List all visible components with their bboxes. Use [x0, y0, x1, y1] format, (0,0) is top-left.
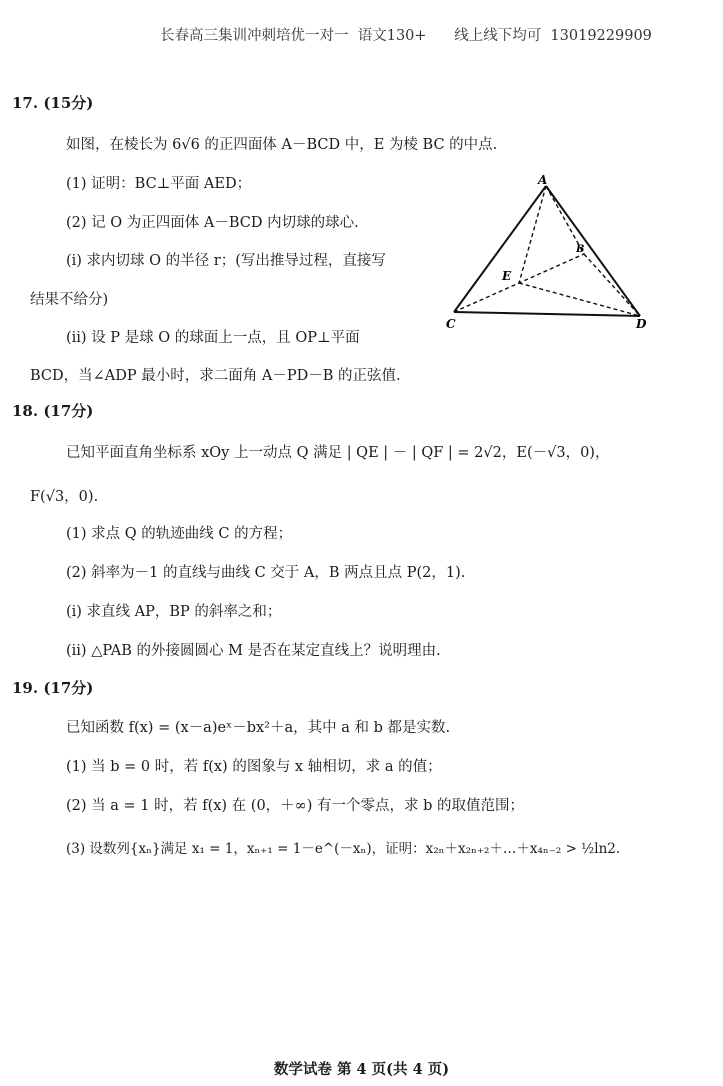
header-left: 长春高三集训冲刺培优一对一 语文130+: [160, 28, 427, 44]
q19-line-1: 已知函数 f(x) = (x－a)eˣ－bx²＋a，其中 a 和 b 都是实数.: [66, 720, 451, 736]
q18-heading: 18. (17分): [12, 402, 94, 420]
label-d: D: [636, 317, 647, 331]
q19-line-2: (1) 当 b = 0 时，若 f(x) 的图象与 x 轴相切，求 a 的值；: [66, 759, 442, 775]
q17-heading: 17. (15分): [12, 94, 94, 112]
label-e: E: [502, 269, 512, 283]
q17-line-2: (1) 证明：BC⊥平面 AED；: [66, 176, 252, 192]
edge-bd: [584, 254, 640, 316]
q18-line-5: (i) 求直线 AP，BP 的斜率之和；: [66, 604, 282, 620]
edge-ad: [546, 186, 640, 316]
label-b: B: [576, 244, 585, 255]
q18-line-1: 已知平面直角坐标系 xOy 上一动点 Q 满足 | QE | － | QF | = 2√2，E(－√3，0)，: [66, 445, 610, 461]
q17-line-4: (i) 求内切球 O 的半径 r；(写出推导过程，直接写: [66, 253, 386, 269]
label-c: C: [446, 317, 456, 331]
q19-heading: 19. (17分): [12, 679, 94, 697]
segment-ae: [519, 186, 546, 283]
q18-line-6: (ⅱ) △PAB 的外接圆圆心 M 是否在某定直线上？说明理由.: [66, 643, 441, 659]
q19-line-3: (2) 当 a = 1 时，若 f(x) 在 (0，＋∞) 有一个零点，求 b 的取值范围；: [66, 798, 525, 814]
q17-line-5: 结果不给分): [30, 292, 109, 308]
edge-cd: [454, 312, 640, 316]
q17-line-6: (ⅱ) 设 P 是球 O 的球面上一点，且 OP⊥平面: [66, 330, 360, 346]
page-header: [160, 24, 652, 45]
q19-line-4: (3) 设数列{xₙ}满足 x₁ = 1，xₙ₊₁ = 1－e^(－xₙ)，证明：x₂ₙ＋x₂ₙ₊₂＋…＋x₄ₙ₋₂ > ½ln2.: [66, 841, 621, 857]
q17-line-7: BCD，当∠ADP 最小时，求二面角 A－PD－B 的正弦值.: [30, 368, 401, 384]
q17-line-3: (2) 记 O 为正四面体 A－BCD 内切球的球心.: [66, 215, 359, 231]
edge-ac: [454, 186, 546, 312]
q18-line-3: (1) 求点 Q 的轨迹曲线 C 的方程；: [66, 526, 293, 542]
page-footer: 数学试卷 第 4 页(共 4 页): [273, 1061, 450, 1078]
label-a: A: [538, 174, 548, 187]
q18-line-2: F(√3，0).: [30, 489, 99, 505]
q18-line-4: (2) 斜率为－1 的直线与曲线 C 交于 A，B 两点且点 P(2，1).: [66, 565, 466, 581]
segment-ed: [519, 283, 640, 316]
header-right: 线上线下均可 13019229909: [454, 28, 652, 44]
q17-line-1: 如图，在棱长为 6√6 的正四面体 A－BCD 中，E 为棱 BC 的中点.: [66, 137, 498, 153]
tetrahedron-figure: [444, 174, 654, 334]
